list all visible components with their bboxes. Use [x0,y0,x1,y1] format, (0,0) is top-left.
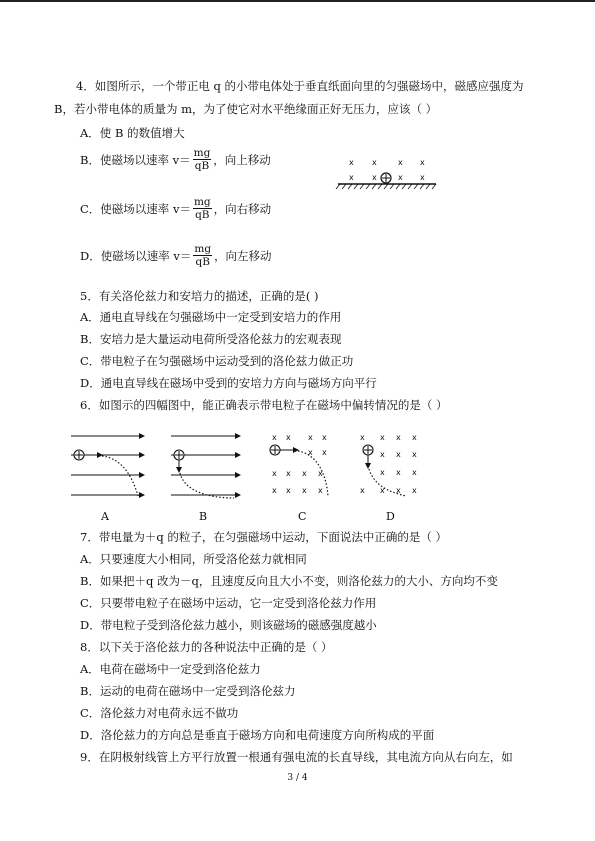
svg-text:x: x [412,433,417,442]
svg-text:x: x [412,486,417,495]
q6-figure-label-a: A [101,510,109,523]
svg-text:x: x [322,448,327,457]
q4-stem-line2: B，若小带电体的质量为 m，为了使它对水平绝缘面正好无压力，应该（ ） [54,102,438,116]
svg-text:x: x [412,468,417,477]
svg-text:x: x [308,448,313,457]
q6-figure-c [264,430,349,505]
fraction-numerator: mg [193,147,211,159]
q4-stem-line1: 4．如图所示，一个带正电 q 的小带电体处于垂直纸面向里的匀强磁场中，磁感应强度为 [76,79,524,93]
svg-text:x: x [272,433,277,442]
svg-text:x: x [372,173,377,182]
q9-stem: 9．在阴极射线管上方平行放置一根通有强电流的长直导线，其电流方向从右向左，如 [80,750,513,764]
q7-option-c: C．只要带电粒子在磁场中运动，它一定受到洛伦兹力作用 [80,596,377,610]
q4-magnetic-field-figure [334,153,444,193]
svg-text:x: x [360,433,365,442]
q6-figure-label-d: D [386,510,395,523]
q6-figure-a [66,430,151,505]
svg-text:x: x [318,469,323,478]
page-top-rule [0,0,595,2]
svg-text:x: x [286,433,291,442]
q8-option-d: D．洛伦兹力的方向总是垂直于磁场方向和电荷速度方向所构成的平面 [80,728,435,742]
svg-text:x: x [322,433,327,442]
svg-text:x: x [396,468,401,477]
svg-text:x: x [308,433,313,442]
svg-text:x: x [380,433,385,442]
q5-option-c: C．带电粒子在匀强磁场中运动受到的洛伦兹力做正功 [80,354,354,368]
svg-text:x: x [420,158,425,167]
svg-text:x: x [398,173,403,182]
fraction-denominator: qB [195,209,210,221]
svg-text:x: x [349,173,354,182]
field-lines [171,436,240,495]
q4-option-c [80,196,271,221]
q4-option-d-prefix: D．使磁场以速率 v＝ [80,248,192,263]
q4-option-b-prefix: B．使磁场以速率 v＝ [80,152,191,167]
svg-text:x: x [380,450,385,459]
q4-option-d-suffix: ，向左移动 [214,248,272,263]
svg-text:x: x [396,486,401,495]
q8-option-a: A．电荷在磁场中一定受到洛伦兹力 [80,662,261,676]
fraction-numerator: mg [194,243,212,255]
q4-option-d [80,243,272,268]
q6-figure-label-c: C [298,510,307,523]
q8-option-c: C．洛伦兹力对电荷永远不做功 [80,706,239,720]
q7-option-b: B．如果把＋q 改为－q，且速度反向且大小不变，则洛伦兹力的大小、方向均不变 [80,574,498,588]
q4-option-c-prefix: C．使磁场以速率 v＝ [80,201,191,216]
q5-option-d: D．通电直导线在磁场中受到的安培力方向与磁场方向平行 [80,376,377,390]
q7-option-d: D．带电粒子受到洛伦兹力越小，则该磁场的磁感强度越小 [80,618,377,632]
q4-option-b-suffix: ，向上移动 [213,152,271,167]
q7-option-a: A．只要速度大小相同，所受洛伦兹力就相同 [80,552,307,566]
trajectory-path [102,456,138,496]
q8-stem: 8．以下关于洛伦兹力的各种说法中正确的是（ ） [80,640,333,654]
svg-text:x: x [302,469,307,478]
svg-text:x: x [360,486,365,495]
q4-option-c-suffix: ，向右移动 [213,201,272,216]
svg-text:x: x [398,158,403,167]
svg-text:x: x [396,450,401,459]
q6-figure-d [352,430,437,505]
q6-figure-label-b: B [199,510,208,523]
field-lines [71,436,144,495]
svg-text:x: x [372,158,377,167]
q6-stem: 6．如图示的四幅图中，能正确表示带电粒子在磁场中偏转情况的是（ ） [80,398,448,412]
svg-text:x: x [420,173,425,182]
svg-text:x: x [380,486,385,495]
svg-text:x: x [272,469,277,478]
svg-text:x: x [396,433,401,442]
q5-option-a: A．通电直导线在匀强磁场中一定受到安培力的作用 [80,310,342,324]
q4-option-a: A．使 B 的数值增大 [80,126,185,140]
velocity-fraction [193,147,212,172]
q6-figure-b [166,430,251,505]
velocity-fraction [193,243,212,268]
svg-text:x: x [286,469,291,478]
fraction-denominator: qB [195,256,210,268]
q4-option-b [80,147,271,172]
velocity-fraction [193,196,212,221]
field-cross-marks [272,433,327,495]
fraction-denominator: qB [194,160,210,172]
svg-text:x: x [412,450,417,459]
svg-text:x: x [318,486,323,495]
svg-text:x: x [349,158,354,167]
svg-text:x: x [380,468,385,477]
q5-option-b: B．安培力是大量运动电荷所受洛伦兹力的宏观表现 [80,332,342,346]
fraction-numerator: mg [193,196,211,208]
trajectory-path [180,473,234,498]
q5-stem: 5．有关洛伦兹力和安培力的描述，正确的是( ) [80,289,319,303]
q8-option-b: B．运动的电荷在磁场中一定受到洛伦兹力 [80,684,296,698]
svg-text:x: x [272,486,277,495]
q7-stem: 7．带电量为＋q 的粒子，在匀强磁场中运动，下面说法中正确的是（ ） [80,530,447,544]
svg-text:x: x [302,486,307,495]
field-cross-marks [360,433,417,495]
page-number: 3 / 4 [287,773,308,783]
svg-text:x: x [286,486,291,495]
